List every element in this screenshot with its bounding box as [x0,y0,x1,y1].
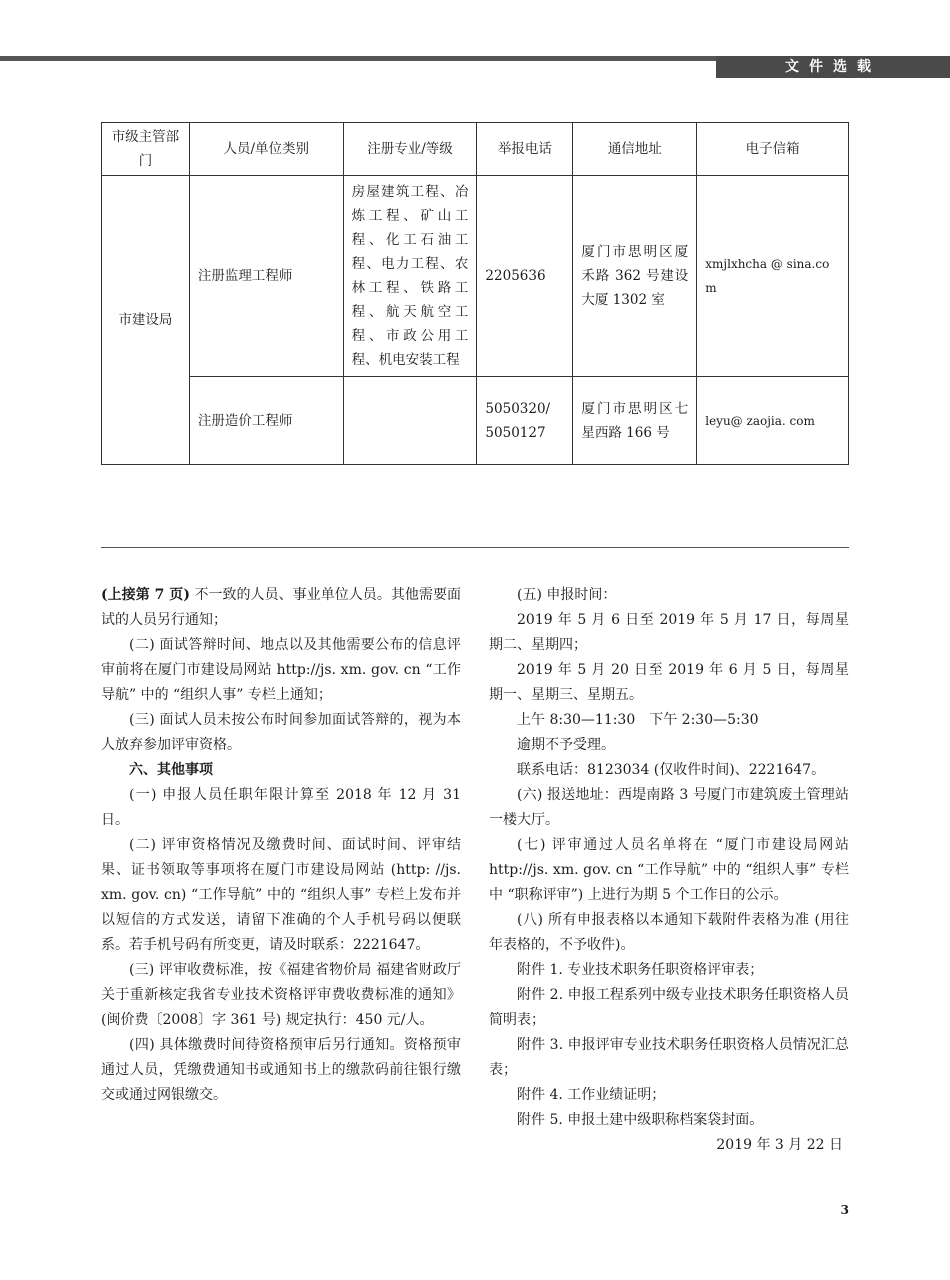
paragraph: (三) 评审收费标准，按《福建省物价局 福建省财政厅关于重新核定我省专业技术资格评审费收费标准的通知》(闽价费〔2008〕字 361 号) 规定执行：450 元/人。 [101,962,461,1028]
cell-category: 注册造价工程师 [189,377,343,465]
contact-table [101,122,849,465]
continuation-note: (上接第 7 页) [101,587,190,603]
paragraph: 2019 年 5 月 20 日至 2019 年 6 月 5 日，每周星期一、星期三、星期五。 [489,662,849,703]
attachment-item: 附件 4. 工作业绩证明； [517,1087,666,1103]
paragraph: (八) 所有申报表格以本通知下载附件表格为准 (用往年表格的，不予收件)。 [489,912,849,953]
section-divider [101,547,849,548]
left-column [101,583,461,1108]
header-email: 电子信箱 [697,123,849,176]
right-column [489,583,849,1158]
header-phone: 举报电话 [477,123,573,176]
paragraph: (四) 具体缴费时间待资格预审后另行通知。资格预审通过人员，凭缴费通知书或通知书上的缴款码前往银行缴交或通过网银缴交。 [101,1037,461,1103]
document-date: 2019 年 3 月 22 日 [716,1137,843,1153]
cell-phone: 5050320/ 5050127 [477,377,573,465]
table-row [102,377,849,465]
attachment-item: 附件 1. 专业技术职务任职资格评审表； [517,962,764,978]
cell-address: 厦门市思明区七星西路 166 号 [573,377,697,465]
paragraph: 联系电话：8123034 (仅收件时间)、2221647。 [517,762,826,778]
paragraph: (二) 面试答辩时间、地点以及其他需要公布的信息评审前将在厦门市建设局网站 http://js. xm. gov. cn “工作导航” 中的 “组织人事” 专栏上通知； [101,637,461,703]
header-specialty: 注册专业/等级 [343,123,477,176]
cell-email: leyu@ zaojia. com [697,377,849,465]
table-header-row [102,123,849,176]
paragraph: 2019 年 5 月 6 日至 2019 年 5 月 17 日，每周星期二、星期四； [489,612,849,653]
paragraph: (二) 评审资格情况及缴费时间、面试时间、评审结果、证书领取等事项将在厦门市建设局网站 (http: //js. xm. gov. cn) “工作导航” 中的 “组织人事” 专栏上发布并以短信的方式发送，请留下准确的个人手机号码以便联系。若手机号码有所变更，请及时联系：2221647。 [101,837,461,953]
table-row [102,176,849,377]
paragraph: (三) 面试人员未按公布时间参加面试答辩的，视为本人放弃参加评审资格。 [101,712,461,753]
paragraph: (六) 报送地址：西堤南路 3 号厦门市建筑废土管理站一楼大厅。 [489,787,849,828]
cell-address: 厦门市思明区厦禾路 362 号建设大厦 1302 室 [573,176,697,377]
header-category: 人员/单位类别 [189,123,343,176]
attachment-item: 附件 3. 申报评审专业技术职务任职资格人员情况汇总表； [489,1037,849,1078]
cell-category: 注册监理工程师 [189,176,343,377]
paragraph: (七) 评审通过人员名单将在 “厦门市建设局网站 http://js. xm. gov. cn “工作导航” 中的 “组织人事” 专栏中 “职称评审”) 上进行为期 5 个工作日的公示。 [489,837,849,903]
cell-phone: 2205636 [477,176,573,377]
header-address: 通信地址 [573,123,697,176]
cell-department: 市建设局 [102,176,190,465]
paragraph-text: 不一致的人员、事业单位人员。其他需要面试的人员另行通知； [101,587,461,628]
paragraph [101,583,461,633]
section-heading: 六、其他事项 [129,762,213,778]
section-label: 文件选载 [716,56,950,78]
cell-specialty: 房屋建筑工程、冶炼工程、矿山工程、化工石油工程、电力工程、农林工程、铁路工程、航天航空工程、市政公用工程、机电安装工程 [343,176,477,377]
paragraph: (五) 申报时间： [517,587,617,603]
cell-specialty [343,377,477,465]
attachment-item: 附件 2. 申报工程系列中级专业技术职务任职资格人员简明表； [489,987,849,1028]
attachment-item: 附件 5. 申报土建中级职称档案袋封面。 [517,1112,764,1128]
paragraph: (一) 申报人员任职年限计算至 2018 年 12 月 31 日。 [101,787,461,828]
header-department: 市级主管部门 [102,123,190,176]
page-number: 3 [840,1203,849,1217]
cell-email: xmjlxhcha @ sina.com [697,176,849,377]
paragraph: 上午 8:30—11:30 下午 2:30—5:30 [517,712,759,728]
paragraph: 逾期不予受理。 [517,737,615,753]
